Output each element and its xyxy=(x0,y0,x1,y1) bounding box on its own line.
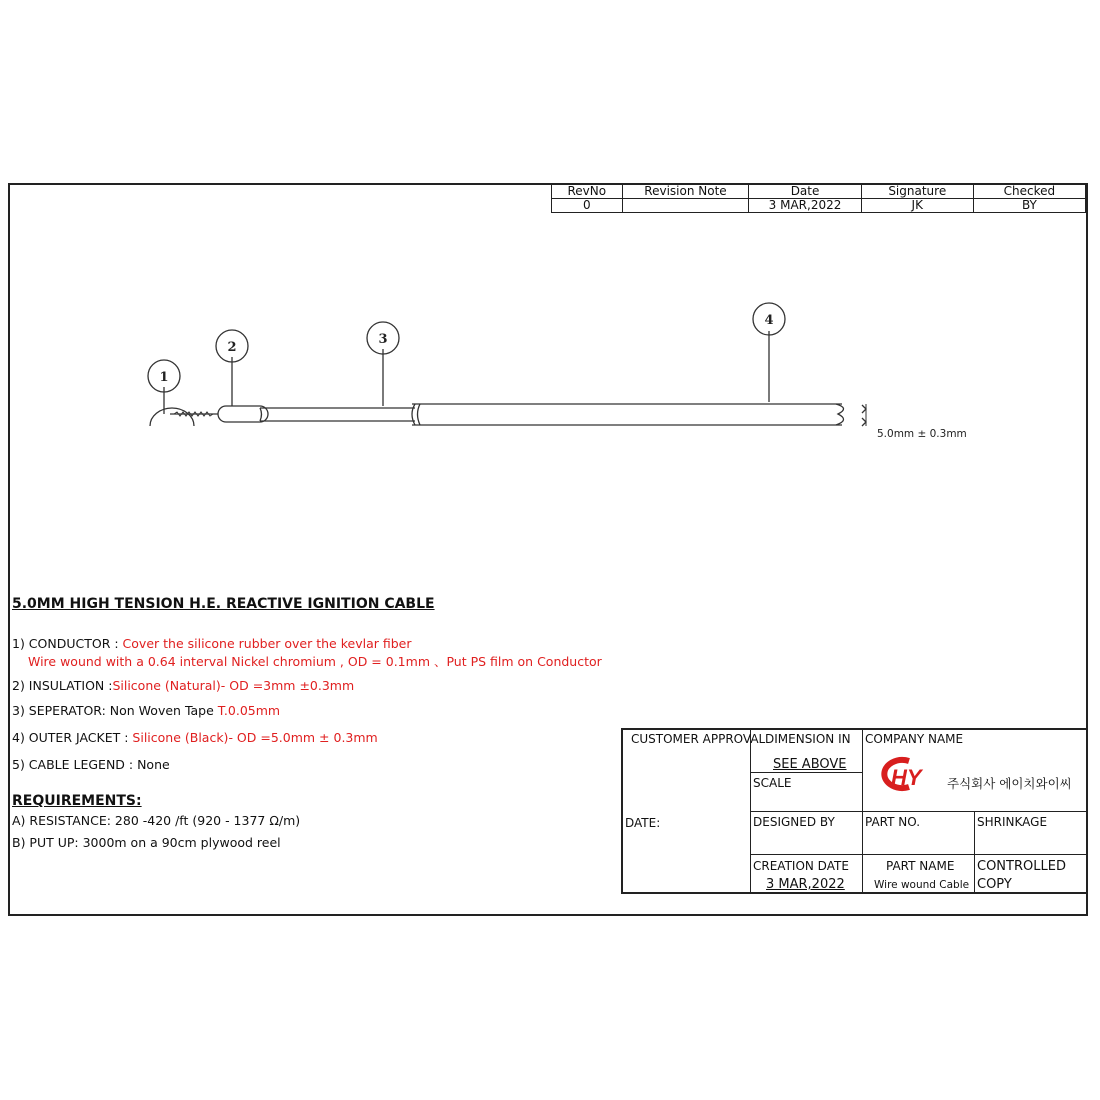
requirements-title: REQUIREMENTS: xyxy=(12,793,142,809)
balloon-1: 1 xyxy=(159,370,169,385)
designed-by-label: DESIGNED BY xyxy=(753,815,835,829)
company-name-korean: 주식회사 에이치와이씨 xyxy=(947,776,1072,791)
creation-date-label: CREATION DATE xyxy=(753,859,849,873)
dimension-arrow-top xyxy=(862,405,866,413)
date-cell: 3 MAR,2022 xyxy=(749,199,861,213)
jacket-end xyxy=(836,404,844,425)
balloon-4: 4 xyxy=(764,313,774,328)
creation-date-value: 3 MAR,2022 xyxy=(766,877,845,892)
conductor-value-2: Wire wound with a 0.64 interval Nickel chromium , OD = 0.1mm 、Put PS film on Conductor xyxy=(28,654,602,669)
outer-jacket-line xyxy=(12,730,378,745)
conductor-value-1: Cover the silicone rubber over the kevlar fiber xyxy=(122,636,412,651)
copy-label: COPY xyxy=(977,877,1012,892)
put-up-line: B) PUT UP: 3000m on a 90cm plywood reel xyxy=(12,835,281,850)
conductor-line xyxy=(12,636,411,651)
insulation-label: 2) INSULATION : xyxy=(12,678,113,693)
checked-header: Checked xyxy=(973,185,1085,199)
part-name-value: Wire wound Cable xyxy=(874,879,970,891)
shrinkage-label: SHRINKAGE xyxy=(977,815,1048,829)
company-name-label: COMPANY NAME xyxy=(865,732,964,746)
balloon-2: 2 xyxy=(227,340,237,355)
conductor-label: 1) CONDUCTOR : xyxy=(12,636,123,651)
see-above-value: SEE ABOVE xyxy=(773,757,847,772)
insulation-value: Silicone (Natural)- OD =3mm ±0.3mm xyxy=(112,678,355,693)
spec-title: 5.0MM HIGH TENSION H.E. REACTIVE IGNITION CABLE xyxy=(12,596,435,612)
date-header: Date xyxy=(749,185,861,199)
separator-line xyxy=(12,703,280,718)
od-dimension-label: 5.0mm ± 0.3mm xyxy=(877,428,967,440)
outer-jacket-label: 4) OUTER JACKET : xyxy=(12,730,133,745)
scale-label: SCALE xyxy=(753,776,792,790)
balloon-3: 3 xyxy=(378,332,388,347)
dimension-in-label: DIMENSION IN xyxy=(765,732,851,746)
controlled-label: CONTROLLED xyxy=(977,859,1066,874)
signature-header: Signature xyxy=(861,185,973,199)
jacket-start-inner xyxy=(418,404,421,425)
logo-letters: HY xyxy=(891,765,922,790)
dimension-arrow-bottom xyxy=(862,418,866,426)
checked-cell: BY xyxy=(973,199,1085,213)
separator-label: 3) SEPERATOR: Non Woven Tape xyxy=(12,703,218,718)
part-name-label: PART NAME xyxy=(886,859,955,873)
title-block xyxy=(621,728,1088,894)
cable-legend-line: 5) CABLE LEGEND : None xyxy=(12,757,170,772)
outer-jacket-value: Silicone (Black)- OD =5.0mm ± 0.3mm xyxy=(132,730,378,745)
separator-cut xyxy=(260,408,262,421)
rev-no-header: RevNo xyxy=(552,185,623,199)
customer-approval-label: CUSTOMER APPROVAL xyxy=(631,732,766,746)
part-no-label: PART NO. xyxy=(865,815,921,829)
separator-value: T.0.05mm xyxy=(217,703,281,718)
approval-date-label: DATE: xyxy=(625,816,661,830)
insulation-line xyxy=(12,678,354,693)
signature-cell: JK xyxy=(861,199,973,213)
jacket-start xyxy=(412,404,415,425)
resistance-line: A) RESISTANCE: 280 -420 /ft (920 - 1377 Ω/m) xyxy=(12,813,301,828)
company-logo xyxy=(871,754,949,794)
core-end-arc xyxy=(150,408,194,426)
revision-note-header: Revision Note xyxy=(622,185,749,199)
rev-no-cell: 0 xyxy=(552,199,623,213)
